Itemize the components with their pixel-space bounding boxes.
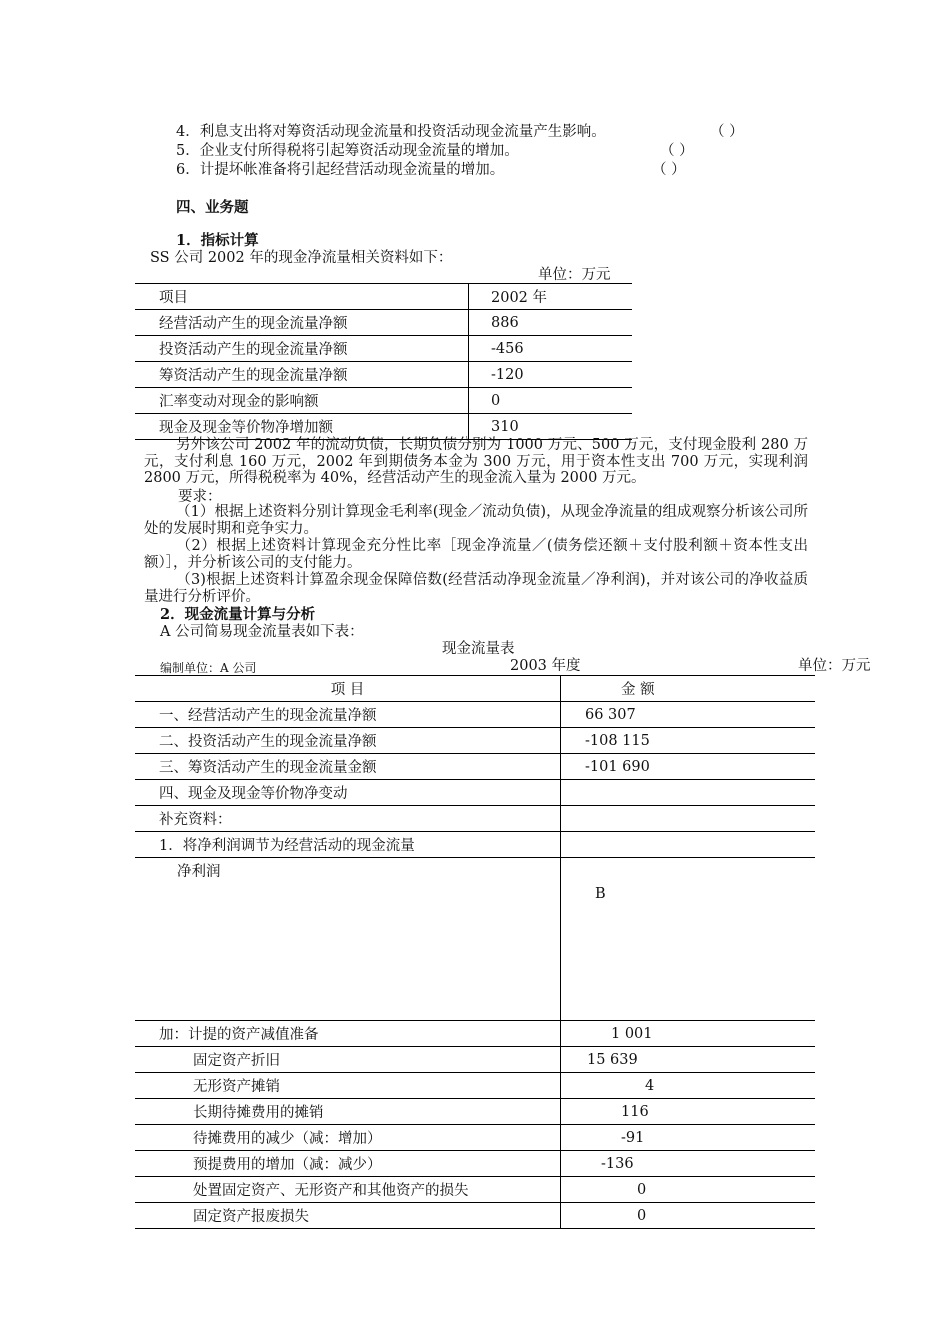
row-value: 0 bbox=[561, 1177, 816, 1203]
q2-year: 2003 年度 bbox=[510, 658, 581, 674]
table-row bbox=[135, 806, 815, 832]
table-row bbox=[135, 780, 815, 806]
row-value: 15 639 bbox=[561, 1047, 816, 1073]
row-value: 310 bbox=[469, 414, 633, 440]
row-value: -136 bbox=[561, 1151, 816, 1177]
table-row bbox=[135, 1203, 815, 1229]
row-label: 三、筹资活动产生的现金流量金额 bbox=[135, 754, 561, 780]
table-row bbox=[135, 1021, 815, 1047]
q1-unit: 单位：万元 bbox=[538, 267, 611, 283]
row-value: -101 690 bbox=[561, 754, 816, 780]
net-profit-row bbox=[135, 858, 815, 1021]
row-value: 1 001 bbox=[561, 1021, 816, 1047]
tf-answer-paren-5[interactable]: （ ） bbox=[660, 143, 694, 159]
q2-company: 编制单位：A 公司 bbox=[160, 661, 257, 675]
row-value bbox=[561, 832, 816, 858]
table-row bbox=[135, 1073, 815, 1099]
row-value bbox=[561, 806, 816, 832]
q2-cashflow-statement bbox=[135, 675, 815, 1229]
tf-question-6: 6．计提坏帐准备将引起经营活动现金流量的增加。 bbox=[176, 162, 505, 178]
tf-answer-paren-4[interactable]: （ ） bbox=[710, 124, 744, 140]
net-profit-label: 净利润 bbox=[135, 858, 561, 1021]
q1-paragraph: 另外该公司 2002 年的流动负债，长期负债分别为 1000 万元、500 万元，支付现金股利 280 万元，支付利息 160 万元，2002 年到期债务本金为 300 万元，用于资本性支出 700 万元，实现利润 2800 万元，所得税税率为 40%，经营活动产生的现金流入量为 2000 万元。 bbox=[144, 437, 808, 486]
table-row bbox=[135, 362, 632, 388]
q1-cashflow-table bbox=[135, 283, 632, 440]
row-label: 无形资产摊销 bbox=[135, 1073, 561, 1099]
q1-requirement-3: （3)根据上述资料计算盈余现金保障倍数(经营活动净现金流量／净利润)，并对该公司的净收益质量进行分析评价。 bbox=[144, 572, 808, 605]
row-value: 0 bbox=[561, 1203, 816, 1229]
q1-requirement-1: （1）根据上述资料分别计算现金毛利率(现金／流动负债)，从现金净流量的组成观察分析该公司所处的发展时期和竞争实力。 bbox=[144, 504, 808, 537]
net-profit-value: B bbox=[561, 858, 816, 1021]
q1-intro: SS 公司 2002 年的现金净流量相关资料如下： bbox=[150, 250, 453, 266]
q2-intro: A 公司简易现金流量表如下表： bbox=[160, 624, 364, 640]
table-row bbox=[135, 414, 632, 440]
tf-question-4: 4．利息支出将对筹资活动现金流量和投资活动现金流量产生影响。 bbox=[176, 124, 606, 140]
row-label: 加：计提的资产减值准备 bbox=[135, 1021, 561, 1047]
q2-unit: 单位：万元 bbox=[798, 658, 871, 674]
row-label: 一、经营活动产生的现金流量净额 bbox=[135, 702, 561, 728]
header-amount: 金 额 bbox=[561, 676, 816, 702]
row-label: 二、投资活动产生的现金流量净额 bbox=[135, 728, 561, 754]
q1-requirements-label: 要求： bbox=[178, 489, 222, 505]
row-label: 投资活动产生的现金流量净额 bbox=[135, 336, 469, 362]
row-label: 长期待摊费用的摊销 bbox=[135, 1099, 561, 1125]
q2-title: 2．现金流量计算与分析 bbox=[160, 606, 316, 623]
row-label: 待摊费用的减少（减：增加） bbox=[135, 1125, 561, 1151]
table-row bbox=[135, 832, 815, 858]
table-row bbox=[135, 1047, 815, 1073]
section-heading: 四、业务题 bbox=[176, 199, 249, 216]
table-row bbox=[135, 1151, 815, 1177]
row-value: -120 bbox=[469, 362, 633, 388]
table-row bbox=[135, 1125, 815, 1151]
row-value: 4 bbox=[561, 1073, 816, 1099]
row-label: 经营活动产生的现金流量净额 bbox=[135, 310, 469, 336]
table-row bbox=[135, 310, 632, 336]
table-row bbox=[135, 388, 632, 414]
row-value: 66 307 bbox=[561, 702, 816, 728]
row-label: 处置固定资产、无形资产和其他资产的损失 bbox=[135, 1177, 561, 1203]
row-value bbox=[561, 780, 816, 806]
row-label: 固定资产折旧 bbox=[135, 1047, 561, 1073]
row-label: 补充资料： bbox=[135, 806, 561, 832]
row-label: 预提费用的增加（减：减少） bbox=[135, 1151, 561, 1177]
header-item: 项目 bbox=[135, 284, 469, 310]
row-label: 汇率变动对现金的影响额 bbox=[135, 388, 469, 414]
row-label: 1．将净利润调节为经营活动的现金流量 bbox=[135, 832, 561, 858]
header-item: 项 目 bbox=[135, 676, 561, 702]
table-row bbox=[135, 702, 815, 728]
table-row bbox=[135, 1177, 815, 1203]
table-header-row bbox=[135, 676, 815, 702]
table-row bbox=[135, 728, 815, 754]
row-label: 固定资产报废损失 bbox=[135, 1203, 561, 1229]
q1-requirement-2: （2）根据上述资料计算现金充分性比率［现金净流量／(债务偿还额＋支付股利额＋资本性支出额）］，并分析该公司的支付能力。 bbox=[144, 538, 808, 571]
header-year: 2002 年 bbox=[469, 284, 633, 310]
row-value: -456 bbox=[469, 336, 633, 362]
table-row bbox=[135, 754, 815, 780]
row-label: 筹资活动产生的现金流量净额 bbox=[135, 362, 469, 388]
row-value: 116 bbox=[561, 1099, 816, 1125]
row-label: 现金及现金等价物净增加额 bbox=[135, 414, 469, 440]
row-value: 886 bbox=[469, 310, 633, 336]
row-value: -91 bbox=[561, 1125, 816, 1151]
table-row bbox=[135, 336, 632, 362]
table-header-row bbox=[135, 284, 632, 310]
tf-answer-paren-6[interactable]: （ ） bbox=[652, 162, 686, 178]
table-row bbox=[135, 1099, 815, 1125]
q1-title: 1．指标计算 bbox=[176, 232, 259, 249]
tf-question-5: 5．企业支付所得税将引起筹资活动现金流量的增加。 bbox=[176, 143, 519, 159]
q2-table-title: 现金流量表 bbox=[442, 641, 515, 657]
row-label: 四、现金及现金等价物净变动 bbox=[135, 780, 561, 806]
row-value: 0 bbox=[469, 388, 633, 414]
row-value: -108 115 bbox=[561, 728, 816, 754]
